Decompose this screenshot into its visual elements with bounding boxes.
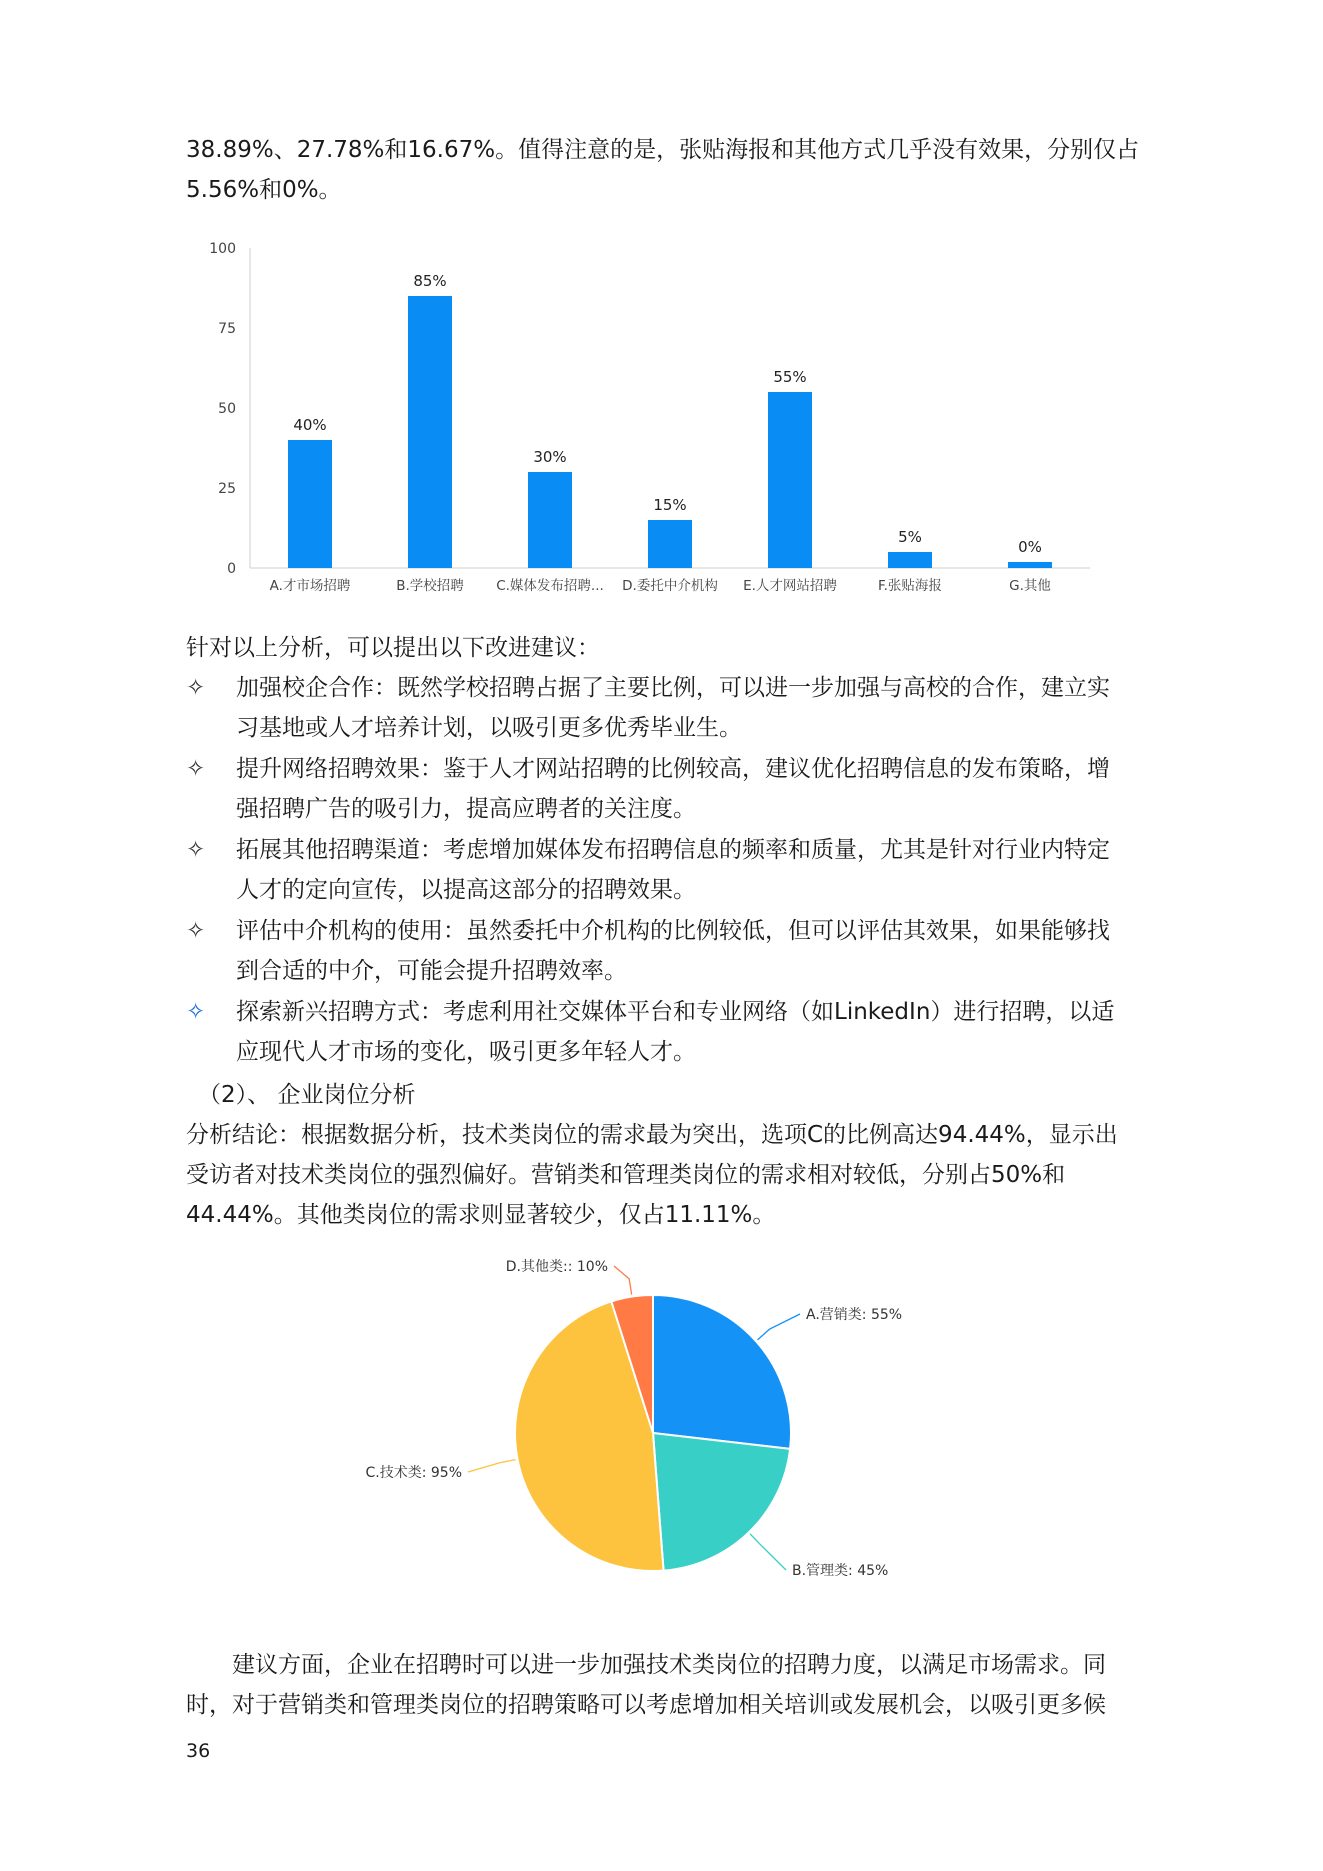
page-number: 36 [186, 1740, 211, 1762]
bar [768, 392, 812, 568]
y-tick-label: 75 [218, 321, 236, 337]
pie-leader-line [750, 1534, 786, 1570]
sparkle-bullet-icon: ✧ [186, 675, 206, 701]
suggestion-text-line: 加强校企合作：既然学校招聘占据了主要比例，可以进一步加强与高校的合作，建立实 [236, 675, 1110, 701]
bar-data-label: 40% [293, 416, 327, 434]
bar [288, 440, 332, 568]
suggestion-text-line: 人才的定向宣传，以提高这部分的招聘效果。 [236, 877, 696, 903]
x-category-label: A.才市场招聘 [269, 578, 351, 594]
pie-slice-label: C.技术类: 95% [365, 1465, 462, 1481]
suggestion-text-line: 评估中介机构的使用：虽然委托中介机构的比例较低，但可以评估其效果，如果能够找 [236, 918, 1110, 944]
suggestion-text-line: 应现代人才市场的变化，吸引更多年轻人才。 [236, 1039, 696, 1065]
suggestion-text-line: 习基地或人才培养计划，以吸引更多优秀毕业生。 [236, 715, 742, 741]
y-tick-label: 25 [218, 481, 236, 497]
bar-data-label: 55% [773, 368, 807, 386]
pie-slice-label: A.营销类: 55% [806, 1307, 903, 1323]
bar-data-label: 0% [1018, 538, 1042, 556]
suggestion-text-line: 探索新兴招聘方式：考虑利用社交媒体平台和专业网络（如LinkedIn）进行招聘，以适 [236, 999, 1115, 1025]
pie-leader-line [758, 1314, 800, 1340]
y-tick-label: 50 [218, 401, 236, 417]
x-category-label: B.学校招聘 [396, 578, 464, 594]
conclusion-line-2: 受访者对技术类岗位的强烈偏好。营销类和管理类岗位的需求相对较低，分别占50%和 [186, 1162, 1066, 1188]
position-demand-pie-chart [300, 1245, 1000, 1595]
bar [648, 520, 692, 568]
bar-data-label: 85% [413, 272, 447, 290]
bar [888, 552, 932, 568]
sparkle-bullet-icon: ✧ [186, 999, 206, 1025]
bar [1008, 562, 1052, 568]
bar [528, 472, 572, 568]
x-category-label: E.人才网站招聘 [743, 578, 837, 594]
suggestion-text-line: 拓展其他招聘渠道：考虑增加媒体发布招聘信息的频率和质量，尤其是针对行业内特定 [236, 837, 1110, 863]
intro-line-2: 5.56%和0%。 [186, 177, 342, 203]
x-category-label: D.委托中介机构 [622, 578, 718, 594]
pie-leader-line [614, 1266, 632, 1295]
sparkle-bullet-icon: ✧ [186, 756, 206, 782]
section-heading: （2）、 企业岗位分析 [198, 1082, 416, 1108]
conclusion-line-1: 分析结论：根据数据分析，技术类岗位的需求最为突出，选项C的比例高达94.44%，显示出 [186, 1122, 1118, 1148]
closing-line-2: 时，对于营销类和管理类岗位的招聘策略可以考虑增加相关培训或发展机会，以吸引更多候 [186, 1692, 1106, 1718]
pie-slice [653, 1433, 790, 1571]
pie-leader-line [468, 1460, 516, 1472]
x-category-label: F.张贴海报 [878, 578, 942, 594]
suggestion-text-line: 强招聘广告的吸引力，提高应聘者的关注度。 [236, 796, 696, 822]
pie-slice-label: D.其他类:: 10% [505, 1259, 608, 1275]
bar-data-label: 5% [898, 528, 922, 546]
sparkle-bullet-icon: ✧ [186, 837, 206, 863]
sparkle-bullet-icon: ✧ [186, 918, 206, 944]
suggestion-text-line: 到合适的中介，可能会提升招聘效率。 [236, 958, 627, 984]
bar [408, 296, 452, 568]
bar-data-label: 15% [653, 496, 687, 514]
x-category-label: G.其他 [1009, 578, 1051, 594]
y-tick-label: 100 [209, 241, 236, 257]
pie-slice [653, 1295, 791, 1449]
recruitment-channel-bar-chart [200, 230, 1100, 610]
suggestion-text-line: 提升网络招聘效果：鉴于人才网站招聘的比例较高，建议优化招聘信息的发布策略，增 [236, 756, 1110, 782]
closing-line-1: 建议方面，企业在招聘时可以进一步加强技术类岗位的招聘力度，以满足市场需求。同 [232, 1652, 1106, 1678]
suggestions-heading: 针对以上分析，可以提出以下改进建议： [186, 635, 600, 661]
pie-slice-label: B.管理类: 45% [792, 1563, 889, 1579]
x-category-label: C.媒体发布招聘... [496, 578, 604, 594]
intro-line-1: 38.89%、27.78%和16.67%。值得注意的是，张贴海报和其他方式几乎没有效果，分别仅占 [186, 137, 1140, 163]
y-tick-label: 0 [227, 561, 236, 577]
conclusion-line-3: 44.44%。其他类岗位的需求则显著较少，仅占11.11%。 [186, 1202, 776, 1228]
bar-data-label: 30% [533, 448, 567, 466]
